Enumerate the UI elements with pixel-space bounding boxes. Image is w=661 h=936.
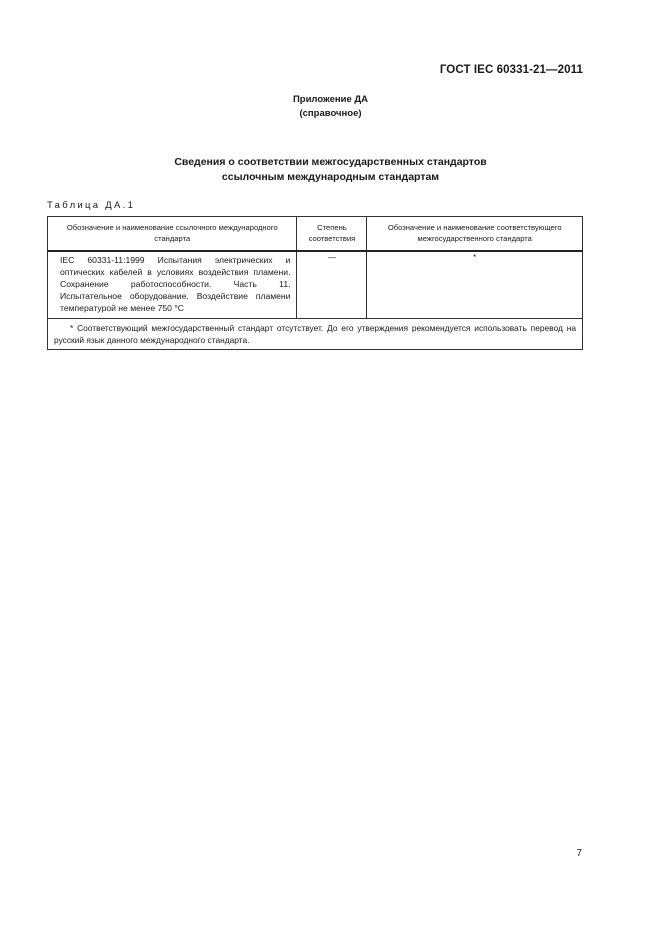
table-header-row: [48, 217, 583, 251]
section-title-line-2: ссылочным международным стандартам: [221, 171, 440, 183]
cell-degree: —: [297, 251, 367, 319]
cell-interstate-standard: *: [367, 251, 583, 319]
cell-international-standard: IEC 60331-11:1999 Испытания электрических и оптических кабелей в условиях воздействия пламени. Сохранение работоспособности. Часть 11. Испытательное оборудование. Воздействие пламени температурой не менее 750 °С: [48, 251, 297, 319]
column-header-degree: Степень соответствия: [297, 217, 367, 251]
standard-code: ГОСТ IEC 60331-21—2011: [439, 64, 583, 76]
section-title: [0, 155, 661, 185]
annex-title: Приложение ДА: [292, 94, 369, 105]
page-number: 7: [576, 848, 582, 859]
correspondence-table: [47, 216, 583, 350]
table-footnote: * Соответствующий межгосударственный стандарт отсутствует. До его утверждения рекомендуется использовать перевод на русский язык данного международного стандарта.: [54, 322, 576, 345]
column-header-interstate: Обозначение и наименование соответствующего межгосударственного стандарта: [367, 217, 583, 251]
column-header-international: Обозначение и наименование ссылочного международного стандарта: [48, 217, 297, 251]
table-footnote-row: [48, 318, 583, 349]
annex-heading: [0, 93, 661, 121]
table-caption: Таблица ДА.1: [47, 200, 136, 211]
table-row: [48, 251, 583, 319]
annex-status: (справочное): [299, 108, 362, 119]
section-title-line-1: Сведения о соответствии межгосударственных стандартов: [174, 156, 487, 168]
